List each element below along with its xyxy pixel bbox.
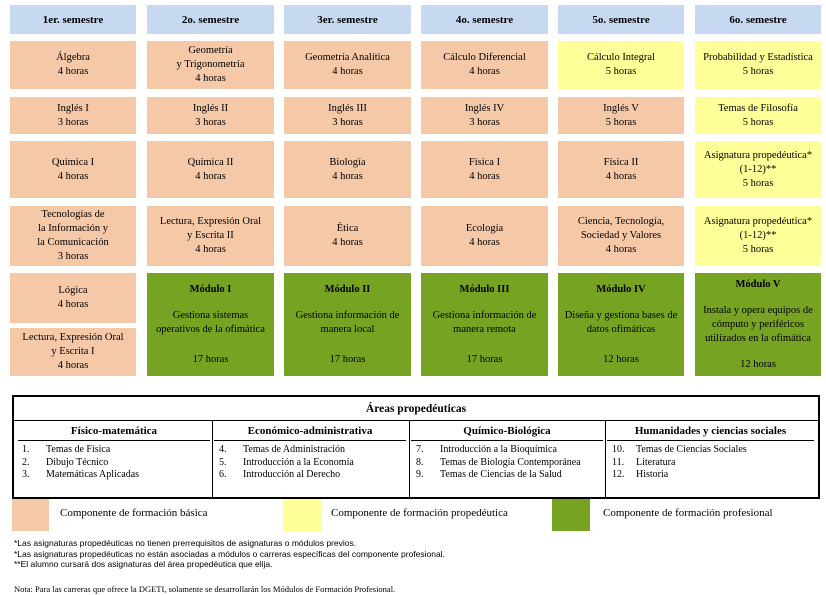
course-name: Temas de Filosofía — [718, 102, 798, 114]
course-hours: 4 horas — [332, 237, 363, 248]
course-hours: 4 horas — [469, 66, 500, 77]
item-label: Introducción al Derecho — [243, 469, 341, 480]
module-hours: 17 horas — [192, 353, 229, 365]
module-hours: 12 horas — [740, 358, 776, 370]
semester-header-6: 6o. semestre — [695, 5, 821, 34]
list-item — [416, 457, 604, 470]
course-name: Inglés I — [57, 102, 89, 114]
course-cell — [695, 41, 821, 89]
list-item — [22, 457, 210, 470]
item-number: 11. — [612, 456, 625, 468]
module-title: Módulo I — [189, 283, 232, 295]
course-name: Geometría y Trigonometría — [176, 45, 245, 70]
item-number: 8. — [416, 456, 424, 468]
list-item — [612, 457, 812, 470]
item-number: 4. — [219, 444, 227, 455]
item-number: 3. — [22, 469, 30, 480]
semester-header-5: 5o. semestre — [558, 5, 684, 34]
course-cell — [695, 206, 821, 266]
course-hours: 3 horas — [469, 116, 500, 128]
course-cell — [284, 97, 411, 134]
course-hours: 4 horas — [195, 170, 226, 182]
module-cell-4 — [558, 273, 684, 376]
course-hours: 4 horas — [332, 66, 363, 77]
list-item — [416, 444, 604, 457]
item-number: 2. — [22, 456, 30, 468]
course-hours: 4 horas — [57, 66, 89, 77]
course-cell — [695, 141, 821, 198]
course-cell — [558, 97, 684, 134]
course-cell — [10, 328, 136, 376]
item-label: Matemáticas Aplicadas — [46, 469, 140, 480]
footnote: *Las asignaturas propedéuticas no están asociadas a módulos o carreras específicas del componente profesional. — [14, 548, 445, 559]
course-hours: 4 horas — [57, 299, 89, 310]
course-cell — [558, 41, 684, 89]
item-label: Introducción a la Bioquímica — [440, 444, 557, 455]
module-cell-3 — [421, 273, 548, 376]
list-item — [22, 469, 210, 482]
footnote: *Las asignaturas propedéuticas no tienen prerrequisitos de asignaturas o módulos previos. — [14, 538, 357, 548]
course-name: Inglés III — [328, 102, 367, 114]
semester-header-1: 1er. semestre — [10, 5, 136, 34]
course-cell — [558, 141, 684, 198]
course-cell — [147, 41, 274, 89]
course-name: Lectura, Expresión Oral y Escrita II — [159, 216, 262, 241]
item-label: Introducción a la Economía — [243, 456, 354, 468]
course-name: Tecnologías de la Información y la Comunicación — [37, 209, 109, 248]
course-name: Ecología — [465, 223, 504, 234]
course-hours: 4 horas — [57, 360, 89, 371]
module-description: Diseña y gestiona bases de datos ofimáticas — [564, 309, 678, 335]
course-hours: 5 horas — [742, 177, 774, 189]
course-hours: 5 horas — [742, 244, 774, 255]
course-name: Probabilidad y Estadística — [703, 52, 813, 63]
item-number: 5. — [219, 456, 227, 468]
module-title: Módulo IV — [596, 283, 646, 295]
area-heading-economico-administrativa: Económico-administrativa — [214, 421, 406, 441]
areas-box — [12, 395, 820, 499]
list-item — [219, 469, 407, 482]
area-list-economico-administrativa — [219, 444, 407, 482]
module-cell-1 — [147, 273, 274, 376]
course-cell — [147, 141, 274, 198]
course-hours: 4 horas — [195, 73, 226, 84]
item-label: Dibujo Técnico — [46, 456, 109, 468]
legend-label-professional: Componente de formación profesional — [603, 507, 773, 519]
course-cell — [284, 41, 411, 89]
course-name: Química I — [51, 156, 95, 168]
item-number: 10. — [612, 444, 625, 455]
legend-swatch-basic — [12, 499, 49, 531]
course-cell — [284, 141, 411, 198]
list-item — [612, 444, 812, 457]
list-item — [219, 457, 407, 470]
legend-swatch-propedeutic — [283, 499, 321, 531]
course-name: Ética — [336, 223, 359, 234]
course-cell — [10, 273, 136, 323]
course-cell — [421, 141, 548, 198]
course-hours: 3 horas — [57, 251, 89, 262]
item-label: Temas de Física — [46, 444, 111, 455]
course-hours: 3 horas — [57, 116, 89, 128]
course-cell — [284, 206, 411, 266]
list-item — [219, 444, 407, 457]
module-hours: 12 horas — [603, 353, 639, 365]
course-name: Lógica — [58, 285, 88, 296]
course-name: Lectura, Expresión Oral y Escrita I — [22, 332, 124, 357]
course-hours: 5 horas — [742, 116, 774, 128]
course-cell — [10, 141, 136, 198]
course-name: Asignatura propedéutica* (1-12)** — [703, 216, 813, 241]
course-name: Ciencia, Tecnología, Sociedad y Valores — [577, 216, 665, 241]
area-heading-humanidades: Humanidades y ciencias sociales — [607, 421, 814, 441]
item-label: Temas de Administración — [243, 444, 346, 455]
list-item — [416, 469, 604, 482]
module-title: Módulo V — [735, 278, 781, 290]
course-hours: 4 horas — [469, 237, 500, 248]
course-name: Inglés II — [192, 102, 229, 114]
item-number: 1. — [22, 444, 30, 455]
course-name: Asignatura propedéutica* (1-12)** — [703, 149, 813, 175]
module-title: Módulo II — [324, 283, 371, 295]
course-name: Álgebra — [56, 52, 90, 63]
course-cell — [558, 206, 684, 266]
module-hours: 17 horas — [466, 353, 503, 365]
course-hours: 3 horas — [195, 116, 226, 128]
course-hours: 5 horas — [605, 116, 637, 128]
course-hours: 5 horas — [742, 66, 774, 77]
item-label: Historia — [636, 469, 669, 480]
list-item — [22, 444, 210, 457]
item-number: 7. — [416, 444, 424, 455]
area-list-quimico-biologica — [416, 444, 604, 482]
semester-header-3: 3er. semestre — [284, 5, 411, 34]
footnote: **El alumno cursará dos asignaturas del área propedéutica que elija. — [14, 559, 273, 569]
area-list-humanidades — [612, 444, 812, 482]
semester-header-2: 2o. semestre — [147, 5, 274, 34]
course-cell — [10, 206, 136, 266]
course-cell — [147, 206, 274, 266]
course-name: Cálculo Diferencial — [443, 52, 526, 63]
course-name: Física I — [468, 156, 501, 168]
course-name: Inglés V — [603, 102, 639, 114]
course-cell — [147, 97, 274, 134]
area-list-fisico-matematica — [22, 444, 210, 482]
course-cell — [10, 97, 136, 134]
areas-title: Áreas propedéuticas — [14, 397, 818, 421]
item-label: Temas de Biología Contemporánea — [440, 456, 581, 468]
column-divider — [212, 421, 213, 497]
module-cell-5 — [695, 273, 821, 376]
module-cell-2 — [284, 273, 411, 376]
module-title: Módulo III — [459, 283, 510, 295]
item-number: 6. — [219, 469, 227, 480]
column-divider — [409, 421, 410, 497]
module-hours: 17 horas — [329, 353, 366, 365]
course-name: Geometría Analítica — [305, 52, 390, 63]
column-divider — [605, 421, 606, 497]
course-hours: 4 horas — [469, 170, 500, 182]
course-cell — [421, 206, 548, 266]
module-description: Instala y opera equipos de cómputo y periféricos utilizados en la ofimática — [703, 304, 813, 344]
item-label: Temas de Ciencias Sociales — [636, 444, 747, 455]
course-hours: 4 horas — [195, 244, 226, 255]
course-hours: 4 horas — [605, 244, 637, 255]
item-label: Temas de Ciencias de la Salud — [440, 469, 562, 480]
course-cell — [10, 41, 136, 89]
area-heading-quimico-biologica: Químico-Biológica — [411, 421, 603, 441]
course-cell — [695, 97, 821, 134]
module-description: Gestiona información de manera remota — [432, 309, 537, 335]
footnotes — [14, 538, 445, 570]
course-hours: 3 horas — [332, 116, 363, 128]
course-name: Física II — [603, 156, 639, 168]
course-hours: 5 horas — [605, 66, 637, 77]
item-number: 9. — [416, 469, 424, 480]
course-name: Biología — [329, 156, 366, 168]
course-hours: 4 horas — [57, 170, 89, 182]
course-name: Cálculo Integral — [587, 52, 655, 63]
semester-header-4: 4o. semestre — [421, 5, 548, 34]
course-cell — [421, 97, 548, 134]
legend-label-propedeutic: Componente de formación propedéutica — [331, 507, 508, 519]
list-item — [612, 469, 812, 482]
course-name: Química II — [187, 156, 234, 168]
note: Nota: Para las carreras que ofrece la DGETI, solamente se desarrollarán los Módulos de Formación Profesional. — [14, 584, 396, 594]
course-cell — [421, 41, 548, 89]
legend-swatch-professional — [552, 499, 590, 531]
legend-label-basic: Componente de formación básica — [60, 507, 208, 519]
item-number: 12. — [612, 469, 625, 480]
item-label: Literatura — [636, 456, 676, 468]
module-description: Gestiona sistemas operativos de la ofimática — [156, 309, 265, 335]
course-hours: 4 horas — [605, 170, 637, 182]
area-heading-fisico-matematica: Físico-matemática — [18, 421, 210, 441]
course-name: Inglés IV — [464, 102, 505, 114]
course-hours: 4 horas — [332, 170, 363, 182]
module-description: Gestiona información de manera local — [295, 309, 400, 335]
